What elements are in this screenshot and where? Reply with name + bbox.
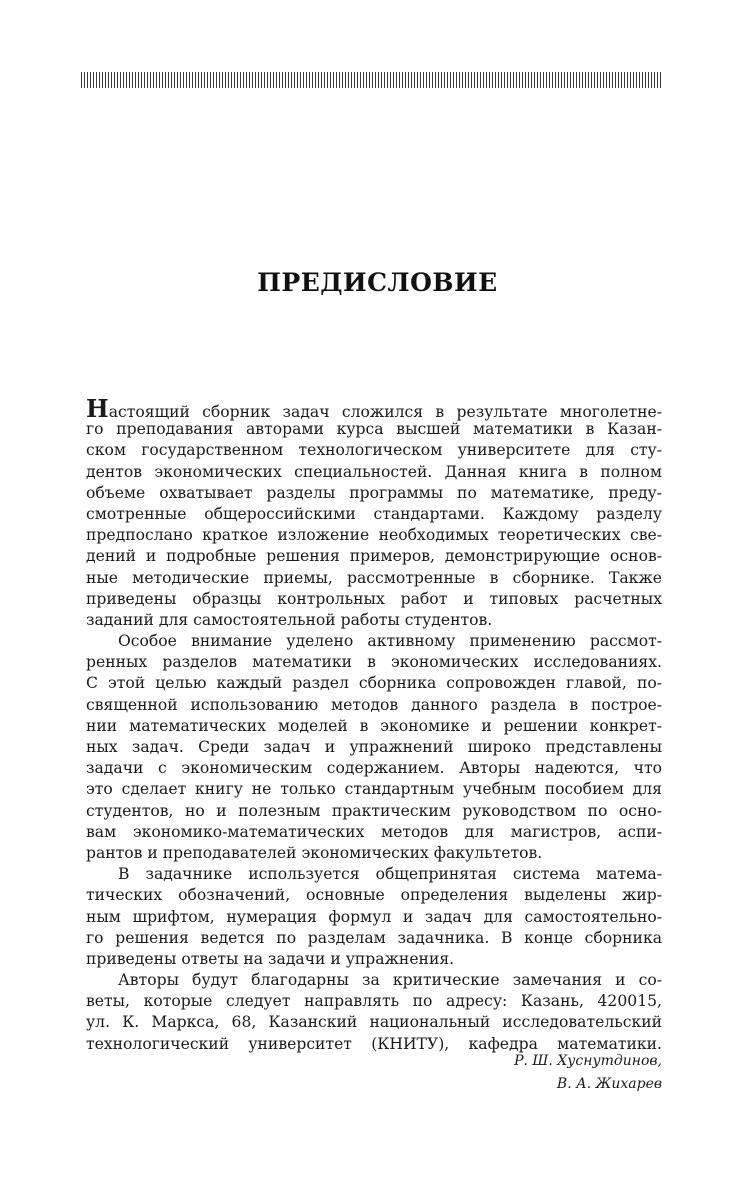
- text-line: приведены ответы на задачи и упражнения.: [86, 949, 455, 968]
- text-line: тических обозначений, основные определения выделены жир-: [86, 886, 662, 905]
- text-line: задачи с экономическим содержанием. Авторы надеются, что: [86, 759, 662, 778]
- preface-body: [86, 394, 662, 1055]
- page-title: ПРЕДИСЛОВИЕ: [257, 268, 498, 297]
- decorative-header-rule: [81, 72, 663, 88]
- text-line: заданий для самостоятельной работы студентов.: [86, 610, 493, 629]
- text-line: студентов, но и полезным практическим руководством по осно-: [86, 801, 662, 820]
- text-line: это сделает книгу не только стандартным учебным пособием для: [86, 780, 662, 799]
- text-line: Особое внимание уделено активному применению рассмот-: [118, 632, 662, 651]
- text-line: В задачнике используется общепринятая система матема-: [118, 865, 662, 884]
- text-line: веты, которые следует направлять по адресу: Казань, 420015,: [86, 992, 662, 1011]
- text-line: С этой целью каждый раздел сборника сопровожден главой, по-: [86, 674, 662, 693]
- text-line: приведены образцы контрольных работ и типовых расчетных: [86, 589, 662, 608]
- text-line: нии математических моделей в экономике и решении конкрет-: [86, 716, 662, 735]
- text-line: ным шрифтом, нумерация формул и задач для самостоятельно-: [86, 907, 662, 926]
- text-line: го преподавания авторами курса высшей математики в Казан-: [86, 420, 662, 439]
- text-line: объеме охватывает разделы программы по математике, преду-: [86, 483, 662, 502]
- text-line: вам экономико-математических методов для магистров, аспи-: [86, 822, 662, 841]
- text-line-1: Настоящий сборник задач сложился в результате многолетне-: [86, 394, 662, 423]
- text-line: ных задач. Среди задач и упражнений широко представлены: [86, 738, 662, 756]
- text-line: смотренные общероссийскими стандартами. Каждому разделу: [86, 504, 662, 523]
- text-line: дений и подробные решения примеров, демонстрирующие основ-: [86, 547, 662, 566]
- text-line: го решения ведется по разделам задачника. В конце сборника: [86, 928, 662, 947]
- author-signature-2: В. А. Жихарев: [556, 1076, 662, 1092]
- author-signature-1: Р. Ш. Хуснутдинов,: [514, 1053, 662, 1069]
- text-line: ул. К. Маркса, 68, Казанский национальный исследовательский: [86, 1013, 662, 1032]
- text-line: священной использованию методов данного раздела в построе-: [86, 695, 662, 714]
- text-line: дентов экономических специальностей. Данная книга в полном: [86, 462, 662, 481]
- text-line: ском государственном технологическом университете для сту-: [86, 441, 662, 460]
- text-line: Авторы будут благодарны за критические замечания и со-: [118, 971, 662, 990]
- drop-cap: Н: [86, 394, 109, 423]
- text-line: ные методические приемы, рассмотренные в сборнике. Также: [86, 568, 662, 587]
- text-line: предпослано краткое изложение необходимых теоретических све-: [86, 526, 662, 545]
- text-line: технологический университет (КНИТУ), кафедра математики.: [86, 1034, 662, 1053]
- text-line: рантов и преподавателей экономических факультетов.: [86, 843, 543, 862]
- text-line: ренных разделов математики в экономических исследованиях.: [86, 653, 662, 672]
